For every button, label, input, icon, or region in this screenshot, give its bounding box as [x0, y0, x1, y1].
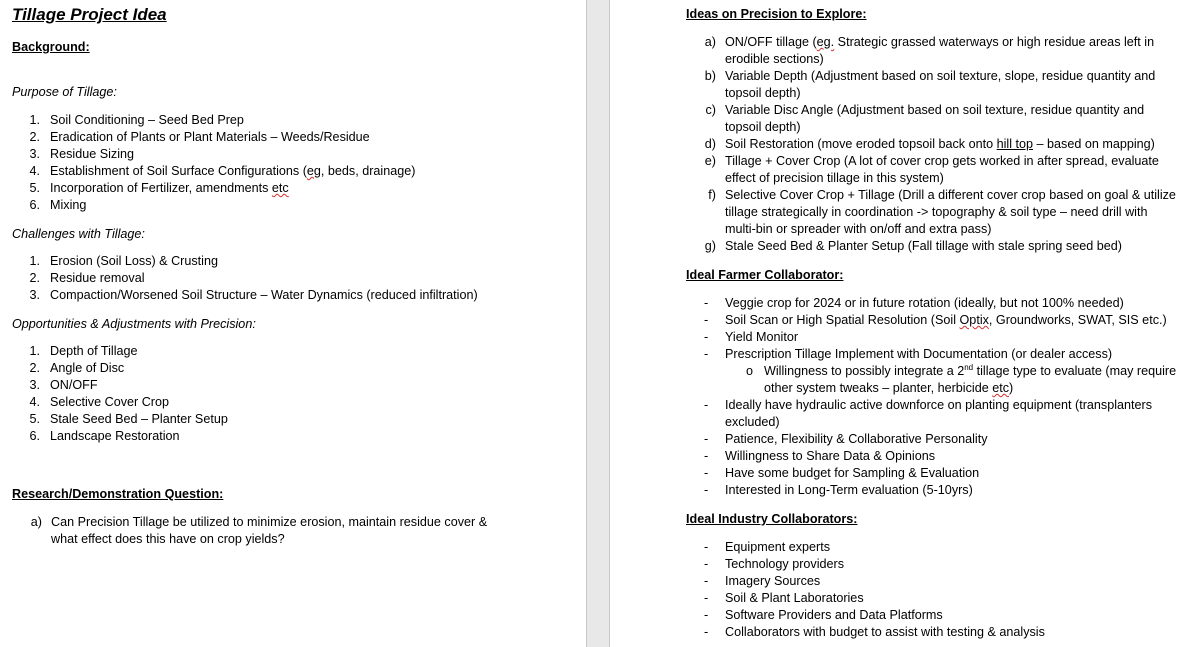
- opportunities-heading: Opportunities & Adjustments with Precision:: [12, 317, 256, 331]
- document-title: Tillage Project Idea: [12, 5, 167, 24]
- list-item-cont: excluded): [725, 415, 780, 429]
- research-heading: Research/Demonstration Question:: [12, 487, 224, 501]
- left-page: Tillage Project Idea Background: Purpose of Tillage: 1. Soil Conditioning – Seed Bed Prep 2. Eradication of Plants or Plant Materials – Weeds/Residue 3. Residue Sizing 4. Establishment of Soil Surface Configurations (eg, beds, drainage) 5. Incorporation of Fertilizer, amendments etc 6. Mixing Challenges with Tillage: 1. Erosion (Soil Loss) & Crusting 2. Residue removal 3. Compaction/Worsened Soil Structure – Water Dynamics (reduced infiltration) Opportunities & Adjustments with Precision: 1. Depth of Tillage 2. Angle of Disc 3. ON/OFF 4. Selective Cover Crop 5. Stale Seed Bed – Planter Setup 6. Landscape Restoration Research/Demonstration Question: a) Can Precision Tillage be utilized to minimize erosion, maintain residue cover & what effect does this have on crop yields?: [0, 0, 586, 647]
- ideas-heading: Ideas on Precision to Explore:: [686, 7, 867, 21]
- background-heading: Background:: [12, 40, 90, 54]
- list-item-cont: multi-bin or spreader with on/off and extra pass): [725, 222, 992, 236]
- list-item-cont: topsoil depth): [725, 86, 801, 100]
- industry-heading: Ideal Industry Collaborators:: [686, 512, 858, 526]
- farmer-heading: Ideal Farmer Collaborator:: [686, 268, 844, 282]
- list-item-cont: effect of precision tillage in this system): [725, 171, 944, 185]
- right-page: Ideas on Precision to Explore: a) ON/OFF tillage (eg. Strategic grassed waterways or high residue areas left in erodible sections) b) Variable Depth (Adjustment based on soil texture, slope, residue quantity and topsoil depth) c) Variable Disc Angle (Adjustment based on soil texture, residue quantity and topsoil depth) d) Soil Restoration (move eroded topsoil back onto hill top – based on mapping) e) Tillage + Cover Crop (A lot of cover crop gets worked in after spread, evaluate effect of precision tillage in this system) f) Selective Cover Crop + Tillage (Drill a different cover crop based on goal & utilize tillage strategically in coordination -> topography & soil type – need drill with multi-bin or spreader with on/off and extra pass) g) Stale Seed Bed & Planter Setup (Fall tillage with stale spring seed bed) Ideal Farmer Collaborator: - Veggie crop for 2024 or in future rotation (ideally, but not 100% needed) - Soil Scan or High Spatial Resolution (Soil Optix, Groundworks, SWAT, SIS etc.) - Yield Monitor - Prescription Tillage Implement with Documentation (or dealer access) o Willingness to possibly integrate a 2nd tillage type to evaluate (may require other system tweaks – planter, herbicide etc) - Ideally have hydraulic active downforce on planting equipment (transplanters excluded) - Patience, Flexibility & Collaborative Personality - Willingness to Share Data & Opinions - Have some budget for Sampling & Evaluation - Interested in Long-Term evaluation (5-10yrs) Ideal Industry Collaborators: - Equipment experts - Technology providers - Imagery Sources - Soil & Plant Laboratories - Software Providers and Data Platforms - Collaborators with budget to assist with testing & analysis: [610, 0, 1200, 647]
- page-gutter: [586, 0, 610, 647]
- list-item-cont: topsoil depth): [725, 120, 801, 134]
- list-item-cont: tillage strategically in coordination -> topography & soil type – need drill with: [725, 205, 1148, 219]
- list-item-cont: erodible sections): [725, 52, 824, 66]
- purpose-heading: Purpose of Tillage:: [12, 85, 117, 99]
- challenges-heading: Challenges with Tillage:: [12, 227, 145, 241]
- research-question-cont: what effect does this have on crop yields?: [51, 532, 285, 546]
- sub-list-item-cont: other system tweaks – planter, herbicide etc): [764, 381, 1014, 395]
